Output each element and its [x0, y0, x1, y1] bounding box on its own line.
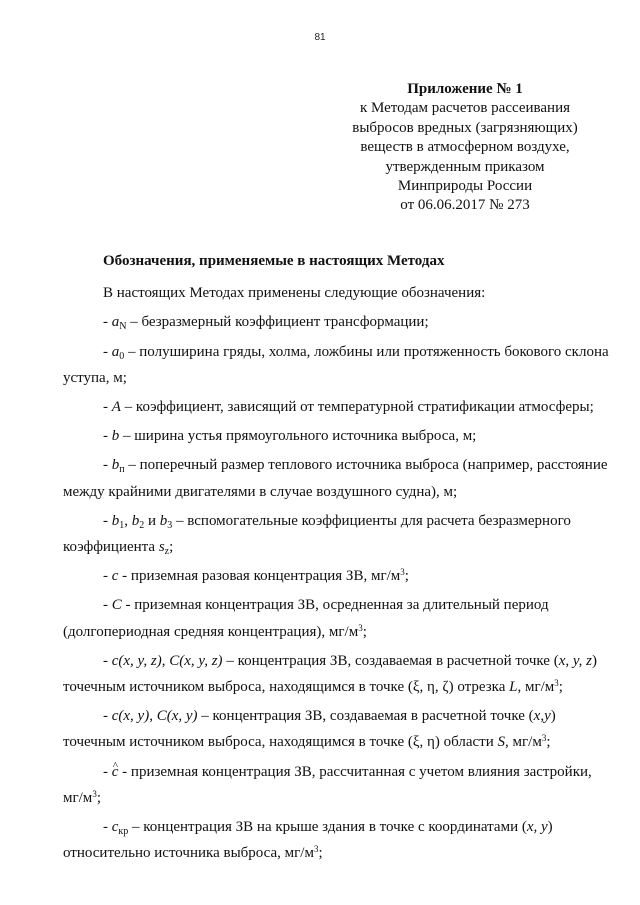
definition-ckr: - $c_{кр}$ – концентрация ЗВ на крыше здания в точке с координатами (x, y) относительно источника выброса, $мг/м^3$;: [63, 819, 553, 862]
appendix-line: выбросов вредных (загрязняющих): [352, 119, 578, 136]
appendix-line: веществ в атмосферном воздухе,: [360, 139, 570, 156]
appendix-line: от 06.06.2017 № 273: [400, 197, 530, 214]
appendix-header: [350, 80, 580, 216]
section-heading: Обозначения, применяемые в настоящих Методах: [103, 253, 445, 269]
appendix-line: Минприроды России: [397, 178, 533, 195]
page-number: 81: [314, 32, 326, 43]
document-body: [63, 248, 610, 869]
definition-b123: - $b_1$, $b_2$ и $b_3$ – вспомогательные коэффициенты для расчета безразмерного коэффициента $s_z$;: [63, 512, 571, 558]
intro-paragraph: В настоящих Методах применены следующие обозначения:: [103, 285, 486, 302]
definition-bp: - $b_п$ – поперечный размер теплового источника выброса (например, расстояние между крайними двигателями в случае воздушного судна), м;: [63, 457, 608, 500]
appendix-line: к Методам расчетов рассеивания: [359, 100, 571, 117]
definition-a0: - $a_0$ – полуширина гряды, холма, ложбины или протяженность бокового склона уступа, м;: [63, 343, 609, 386]
definition-cxy: - c(x, y), C(x, y) – концентрация ЗВ, создаваемая в расчетной точке (x,y) точечным источником выброса, находящимся в точке (ξ, η) области S, $мг/м^3$;: [63, 708, 556, 751]
definition-aN: - $a_N$ – безразмерный коэффициент трансформации;: [103, 314, 429, 333]
definition-b: - b – ширина устья прямоугольного источника выброса, м;: [103, 428, 477, 445]
definition-chat: - ^ c - приземная концентрация ЗВ, рассчитанная с учетом влияния застройки, $мг/м^3$;: [103, 759, 610, 811]
definition-A: - A – коэффициент, зависящий от температурной стратификации атмосферы;: [103, 399, 594, 416]
appendix-line: утвержденным приказом: [385, 158, 545, 175]
definition-cxyz: - c(x, y, z), C(x, y, z) – концентрация ЗВ, создаваемая в расчетной точке (x, y, z) точечным источником выброса, находящимся в точке (ξ, η, ζ) отрезка L, $мг/м^3$;: [63, 652, 598, 696]
definition-C: - C - приземная концентрация ЗВ, осредненная за длительный период (долгопериодная средняя концентрация), $мг/м^3$;: [63, 597, 549, 640]
definition-c: - c - приземная разовая концентрация ЗВ, $мг/м^3$;: [103, 567, 409, 585]
appendix-title: Приложение № 1: [407, 81, 523, 97]
